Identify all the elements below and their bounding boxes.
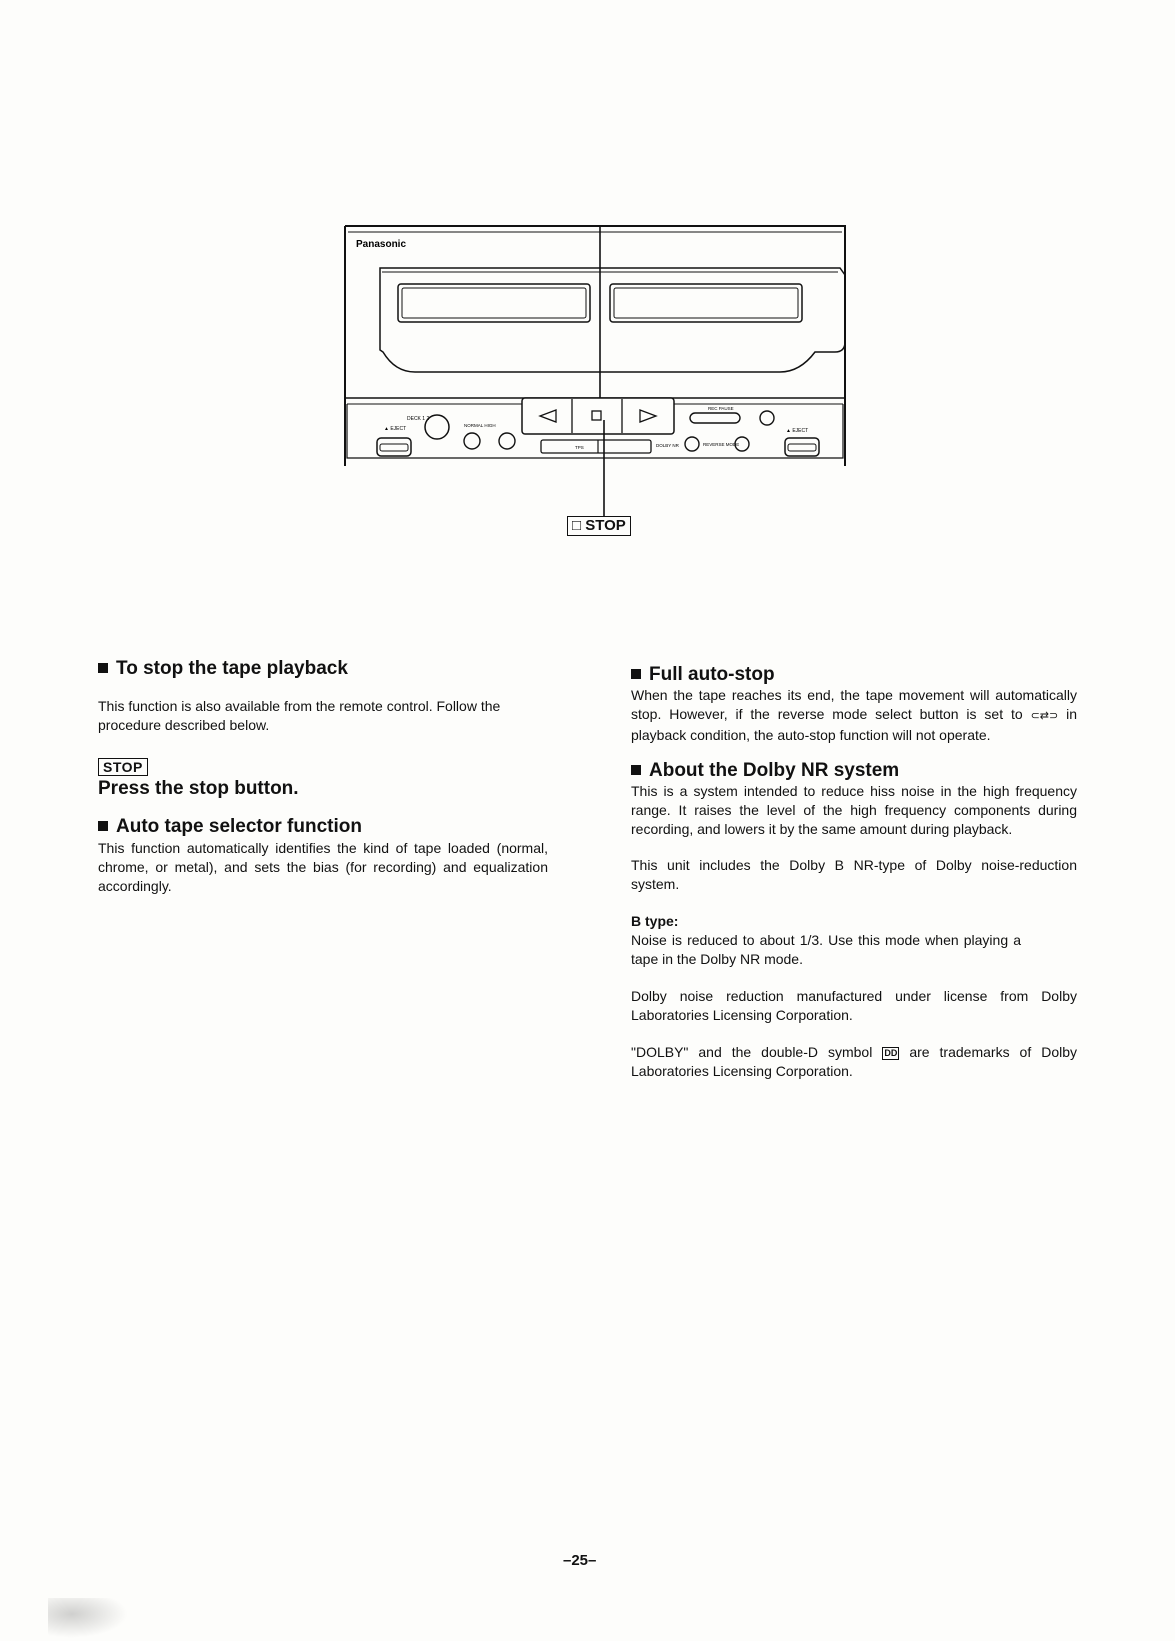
- full-auto-stop-heading: Full auto-stop: [631, 664, 1077, 686]
- brand-logo: Panasonic: [356, 239, 407, 250]
- bullet-icon: [631, 765, 641, 775]
- deck-label: DECK 1 2: [407, 416, 430, 422]
- press-stop-heading: Press the stop button.: [98, 778, 299, 799]
- left-column: [98, 658, 548, 896]
- stop-body: This function is also available from the remote control. Follow the procedure described below.: [98, 698, 501, 733]
- eject-button-left: [377, 438, 411, 456]
- rec-pause-label: REC PAUSE: [708, 406, 734, 411]
- bullet-icon: [98, 821, 108, 831]
- bullet-icon: [98, 663, 108, 673]
- reverse-mode-label: REVERSE MODE: [703, 442, 740, 447]
- cassette-deck-illustration: [0, 0, 1175, 600]
- dolby-body: This is a system intended to reduce hiss noise in the high frequency range. It raises the level of the high frequency components during recording, and lowers it by the same amount during playback.: [631, 783, 1077, 837]
- eject-left-label: ▲ EJECT: [384, 426, 407, 432]
- unit-body: This unit includes the Dolby B NR-type of Dolby noise-reduction system.: [631, 857, 1077, 892]
- auto-heading: Auto tape selector function: [98, 816, 548, 838]
- auto-body: This function automatically identifies the kind of tape loaded (normal, chrome, or metal), and sets the bias (for recording) and equalization accordingly.: [98, 840, 548, 894]
- b-type-text: Noise is reduced to about 1/3. Use this mode when playing a tape in the Dolby NR mode.: [631, 932, 1021, 967]
- double-d-symbol-icon: DD: [884, 1048, 898, 1058]
- dolby-heading: About the Dolby NR system: [631, 760, 1077, 782]
- full-auto-stop-body: When the tape reaches its end, the tape movement will automatically stop. However, if the reverse mode select button is set to ⊂⇄⊃ in playback condition, the auto-stop function will not operate.: [631, 687, 1078, 743]
- eject-right-label: ▲ EJECT: [786, 428, 809, 434]
- license-text: Dolby noise reduction manufactured under license from Dolby Laboratories Licensing Corporation.: [631, 988, 1077, 1023]
- reverse-mode-symbol-icon: ⊂⇄⊃: [1030, 710, 1059, 722]
- stop-box-label: STOP: [98, 758, 148, 776]
- scan-smudge: [48, 1598, 128, 1638]
- right-column: [631, 664, 1077, 1081]
- dolby-nr-label: DOLBY NR: [656, 443, 679, 448]
- stop-callout-label: □ STOP: [572, 517, 626, 534]
- eject-button-right: [785, 438, 819, 456]
- b-type-label: B type:: [631, 913, 679, 929]
- bullet-icon: [631, 669, 641, 679]
- b-type-row: [631, 912, 1077, 969]
- power-knob-left: [425, 415, 449, 439]
- stop-heading: To stop the tape playback: [98, 658, 548, 680]
- page-number: –25–: [563, 1552, 597, 1569]
- trademark-text: "DOLBY" and the double-D symbol DD are trademarks of Dolby Laboratories Licensing Corporation.: [631, 1044, 1078, 1079]
- tape-select-label: NORMAL HIGH: [464, 423, 496, 428]
- stop-callout: [567, 516, 631, 536]
- tps-label: TPS: [575, 445, 584, 450]
